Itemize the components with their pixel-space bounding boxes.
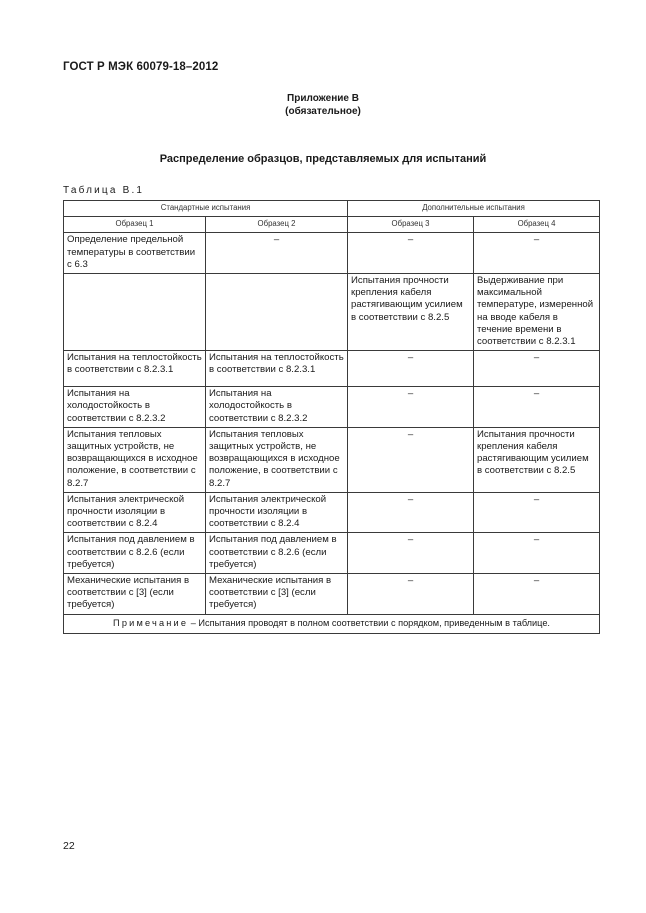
table-cell: Механические испытания в соответствии с [3] (если требуется) [64,574,206,615]
table-cell: Испытания под давлением в соответствии с 8.2.6 (если требуется) [64,533,206,574]
table-cell: Испытания электрической прочности изоляции в соответствии с 8.2.4 [64,492,206,533]
table-cell: Выдерживание при максимальной температуре, измеренной на вводе кабеля в течение времени в соответствии с 8.2.3.1 [474,274,600,351]
note-label: Примечание [113,617,189,628]
annex-title: Приложение В [287,93,359,104]
group-header-standard: Стандартные испытания [64,201,348,217]
annex-heading [0,92,646,118]
table-cell: Испытания на холодостойкость в соответствии с 8.2.3.2 [206,387,348,428]
table-cell: – [206,233,348,274]
table-note [64,614,600,633]
table-cell: Испытания прочности крепления кабеля растягивающим усилием в соответствии с 8.2.5 [474,427,600,492]
table-cell: Испытания тепловых защитных устройств, не возвращающихся в исходное положение, в соответствии с 8.2.7 [206,427,348,492]
table-cell: Испытания на теплостойкость в соответствии с 8.2.3.1 [64,351,206,387]
table-cell: – [474,233,600,274]
standard-code: ГОСТ Р МЭК 60079-18–2012 [63,61,219,73]
table-cell: – [348,574,474,615]
table-cell: – [348,533,474,574]
table-cell: – [474,351,600,387]
table-cell: Испытания прочности крепления кабеля растягивающим усилием в соответствии с 8.2.5 [348,274,474,351]
column-header-sample-3: Образец 3 [348,217,474,233]
annex-subtitle: (обязательное) [285,106,361,117]
table-cell: – [474,574,600,615]
page-number: 22 [63,840,75,852]
note-text: – Испытания проводят в полном соответствии с порядком, приведенным в таблице. [188,617,550,628]
table-cell [64,274,206,351]
table-cell: Определение предельной температуры в соответствии с 6.3 [64,233,206,274]
table-row [64,533,600,574]
table-cell: Испытания электрической прочности изоляции в соответствии с 8.2.4 [206,492,348,533]
group-header-additional: Дополнительные испытания [348,201,600,217]
table-cell: – [348,492,474,533]
table-label: Таблица В.1 [63,185,145,196]
table-row [64,574,600,615]
group-header-row [64,201,600,217]
column-header-sample-1: Образец 1 [64,217,206,233]
table-cell: – [348,387,474,428]
column-header-row [64,217,600,233]
table-cell: – [474,492,600,533]
table-row [64,387,600,428]
table-row [64,233,600,274]
table-cell: – [474,533,600,574]
table-cell: – [348,427,474,492]
section-title: Распределение образцов, представляемых для испытаний [159,153,487,165]
note-row [64,614,600,633]
table-cell: Механические испытания в соответствии с [3] (если требуется) [206,574,348,615]
table-cell: – [348,351,474,387]
table-cell: – [474,387,600,428]
table-cell: – [348,233,474,274]
table-row [64,351,600,387]
sample-distribution-table [63,200,600,634]
table-cell: Испытания на теплостойкость в соответствии с 8.2.3.1 [206,351,348,387]
column-header-sample-2: Образец 2 [206,217,348,233]
table-cell: Испытания под давлением в соответствии с 8.2.6 (если требуется) [206,533,348,574]
table-row [64,274,600,351]
table-cell: Испытания на холодостойкость в соответствии с 8.2.3.2 [64,387,206,428]
table-row [64,427,600,492]
table-cell [206,274,348,351]
table-row [64,492,600,533]
column-header-sample-4: Образец 4 [474,217,600,233]
table-cell: Испытания тепловых защитных устройств, не возвращающихся в исходное положение, в соответствии с 8.2.7 [64,427,206,492]
